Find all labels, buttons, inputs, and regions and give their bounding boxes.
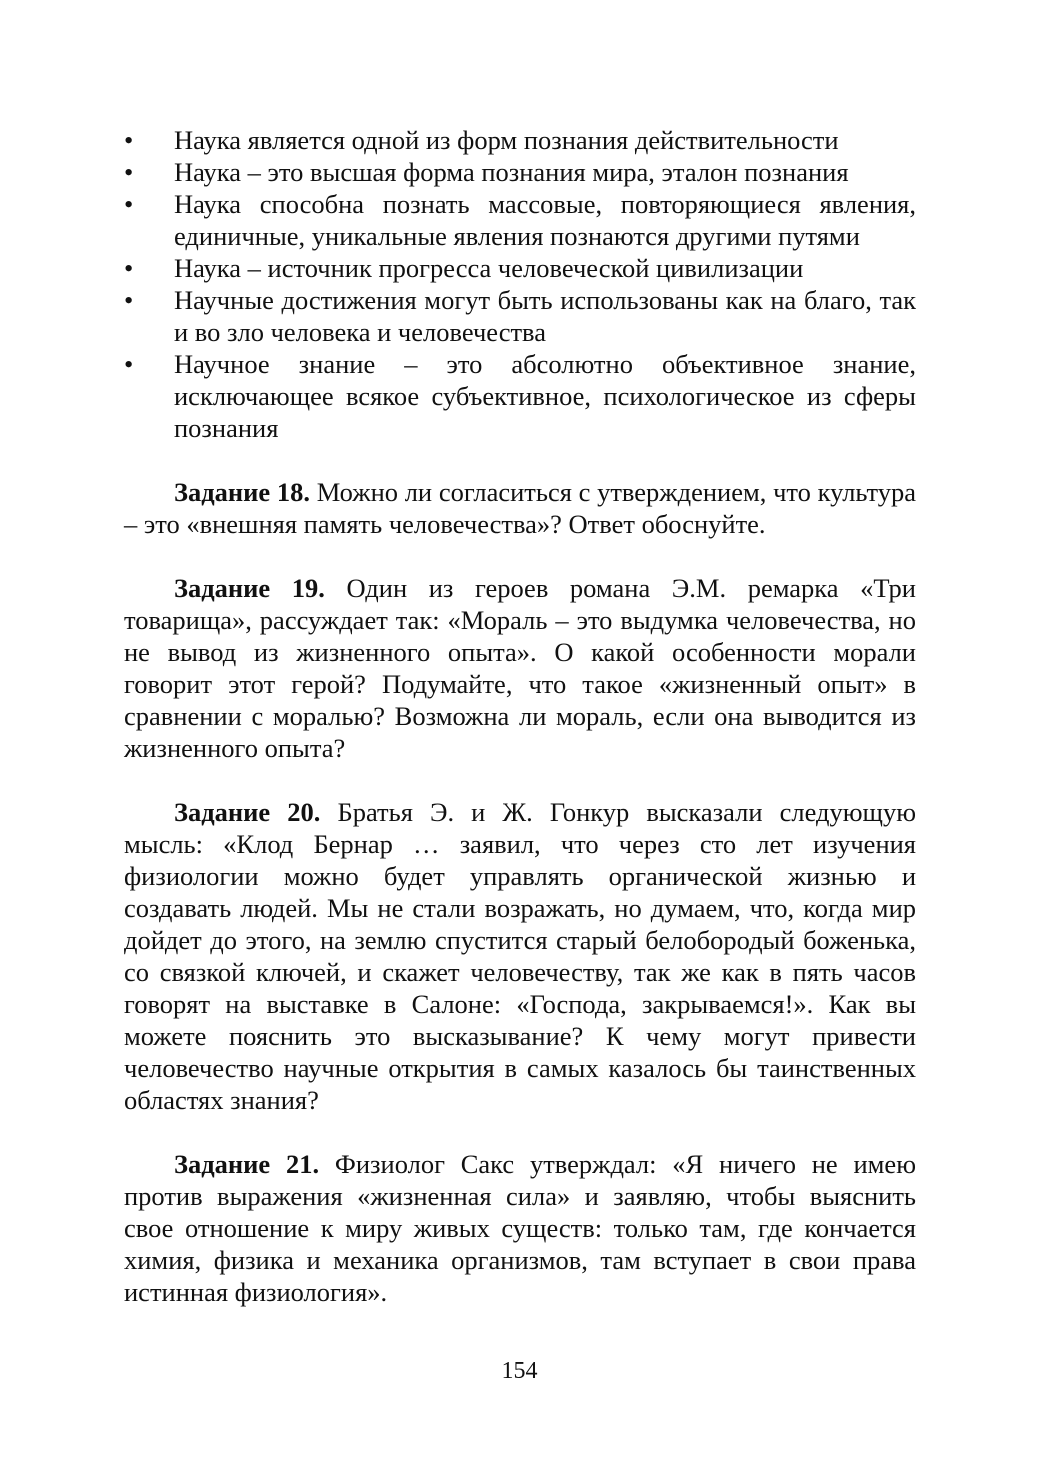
task-label: Задание 20. bbox=[174, 797, 321, 827]
bullet-text: Наука является одной из форм познания действительности bbox=[174, 125, 839, 155]
bullet-text: Научное знание – это абсолютно объективное знание, исключающее всякое субъективное, психологическое из сферы познания bbox=[174, 349, 916, 443]
task-text: Один из героев романа Э.М. ремарка «Три товарища», рассуждает так: «Мораль – это выдумка человечества, но не вывод из жизненного опыта». О какой особенности морали говорит этот герой? Подумайте, что такое «жизненный опыт» в сравнении с моралью? Возможна ли мораль, если она выводится из жизненного опыта? bbox=[124, 573, 916, 763]
task-20 bbox=[124, 796, 916, 1116]
bullet-icon: • bbox=[124, 189, 134, 219]
list-item bbox=[124, 124, 916, 156]
task-label: Задание 18. bbox=[174, 477, 311, 507]
bullet-icon: • bbox=[124, 285, 134, 315]
list-item bbox=[124, 348, 916, 444]
bullet-text: Наука – это высшая форма познания мира, эталон познания bbox=[174, 157, 849, 187]
task-text: Братья Э. и Ж. Гонкур высказали следующую мысль: «Клод Бернар … заявил, что через сто лет изучения физиологии можно будет управлять органической жизнью и создавать людей. Мы не стали возражать, но думаем, что, когда мир дойдет до этого, на землю спустится старый белобородый боженька, со связкой ключей, и скажет человечеству, так же как в пять часов говорят на выставке в Салоне: «Господа, закрываемся!». Как вы можете пояснить это высказывание? К чему могут привести человечество научные открытия в самых казалось бы таинственных областях знания? bbox=[124, 797, 916, 1115]
page-number: 154 bbox=[501, 1358, 538, 1384]
page-body bbox=[124, 124, 916, 1308]
list-item bbox=[124, 188, 916, 252]
task-text: Физиолог Сакс утверждал: «Я ничего не имею против выражения «жизненная сила» и заявляю, чтобы выяснить свое отношение к миру живых существ: только там, где кончается химия, физика и механика организмов, там вступает в свои права истинная физиология». bbox=[124, 1149, 916, 1307]
bullet-text: Научные достижения могут быть использованы как на благо, так и во зло человека и человечества bbox=[174, 285, 916, 347]
task-label: Задание 21. bbox=[174, 1149, 320, 1179]
bullet-text: Наука – источник прогресса человеческой цивилизации bbox=[174, 253, 804, 283]
task-text: Можно ли согласиться с утверждением, что культура – это «внешняя память человечества»? Ответ обоснуйте. bbox=[124, 477, 916, 539]
bullet-icon: • bbox=[124, 157, 134, 187]
bullet-icon: • bbox=[124, 125, 134, 155]
list-item bbox=[124, 284, 916, 348]
task-label: Задание 19. bbox=[174, 573, 325, 603]
list-item bbox=[124, 156, 916, 188]
bullet-icon: • bbox=[124, 253, 134, 283]
bullet-text: Наука способна познать массовые, повторяющиеся явления, единичные, уникальные явления познаются другими путями bbox=[174, 189, 916, 251]
task-18 bbox=[124, 476, 916, 540]
task-21 bbox=[124, 1148, 916, 1308]
bullet-list bbox=[124, 124, 916, 444]
task-19 bbox=[124, 572, 916, 764]
list-item bbox=[124, 252, 916, 284]
bullet-icon: • bbox=[124, 349, 134, 379]
